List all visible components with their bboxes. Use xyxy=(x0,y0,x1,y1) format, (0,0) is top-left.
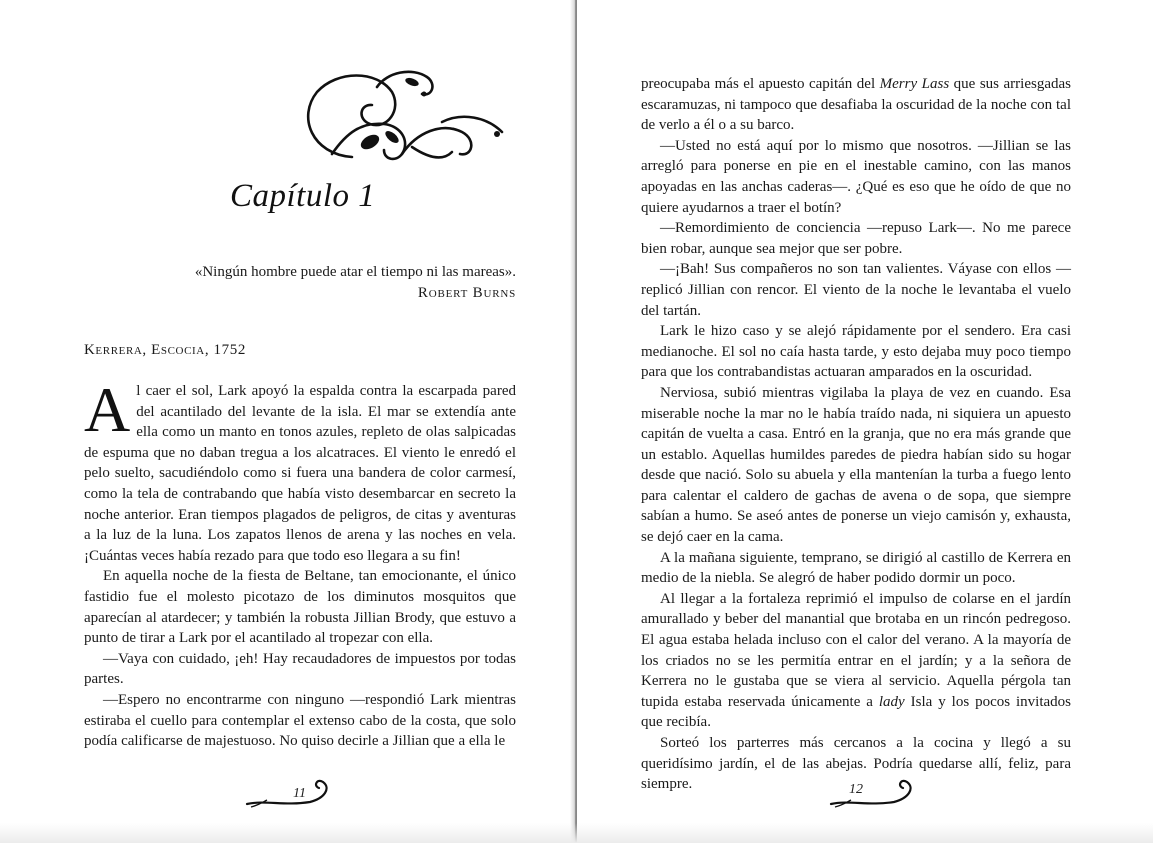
page-number-text: 12 xyxy=(849,782,863,797)
paragraph-text: l caer el sol, Lark apoyó la espalda contra la escarpada pared del acantilado del levante de la isla. El mar se extendía ante ella como un manto en tonos azules, repleto de olas salpicadas de espuma que no daban tregua a los alcatraces. El viento le enredó el pelo suelto, sacudiéndolo como si fuera una bandera de color carmesí, como la tela de contrabando que había visto desembarcar en secreto la noche anterior. Eran tiempos plagados de peligros, de citas y aventuras a la luz de la luna. Los zapatos llenos de arena y las noches en vela. ¡Cuántas veces había rezado para que todo eso llegara a su fin! xyxy=(84,383,516,564)
paragraph: Nerviosa, subió mientras vigilaba la playa de vez en cuando. Esa miserable noche la mar no le había traído nada, ni siquiera un apuesto capitán de vuelta a casa. Entró en la granja, que no era más grande que un establo. Aquellas humildes paredes de piedra habían sido su hogar desde que nació. Solo su abuela y ella mantenían la turba a fuego lento para calentar el caldero de gachas de avena o de sopa, que siempre sabían a humo. Se aseó antes de ponerse un viejo camisón y, exhausta, se dejó caer en la cama. xyxy=(641,384,1071,546)
paragraph: Lark le hizo caso y se alejó rápidamente por el sendero. Era casi medianoche. El sol no caía hasta tarde, y esto dejaba muy poco tiempo para que los contrabandistas actuaran amparados en la oscuridad. xyxy=(641,323,1071,381)
right-page xyxy=(577,0,1153,843)
bottom-shadow xyxy=(0,823,1153,843)
title-emphasis: lady xyxy=(878,693,905,710)
paragraph-text: que sus arriesgadas escaramuzas, ni tampoco que desafiaba la oscuridad de la noche con tal de verlo a él o a su barco. xyxy=(641,76,1071,134)
chapter-ornament-icon xyxy=(292,62,512,177)
paragraph: Sorteó los parterres más cercanos a la cocina y llegó a su queridísimo jardín, el de las abejas. Podría quedarse allí, feliz, para siempre. xyxy=(641,735,1071,793)
folio-flourish-icon xyxy=(245,778,335,810)
paragraph-text: Isla y los pocos invitados que recibía. xyxy=(641,693,1071,731)
folio-flourish-icon xyxy=(829,778,919,810)
page-number-text: 11 xyxy=(293,786,306,801)
paragraph xyxy=(641,74,1071,136)
epigraph-quote: «Ningún hombre puede atar el tiempo ni las mareas». xyxy=(194,264,516,280)
epigraph xyxy=(96,262,516,303)
paragraph: A la mañana siguiente, temprano, se dirigió al castillo de Kerrera en medio de la niebla. Se alegró de haber podido dormir un poco. xyxy=(641,549,1071,587)
chapter-title: Capítulo 1 xyxy=(230,178,376,214)
paragraph-text: Al llegar a la fortaleza reprimió el impulso de colarse en el jardín amurallado y beber del manantial que brotaba en un rincón pedregoso. El agua estaba helada incluso con el calor del verano. A la mayoría de los criados no se les permitía entrar en el jardín; y a la señora de Kerrera no le gustaba que se viera al servicio. Aquella pérgola tan tupida estaba reservada únicamente a xyxy=(641,590,1071,710)
paragraph-text: preocupaba más el apuesto capitán del xyxy=(641,76,880,92)
paragraph: —Vaya con cuidado, ¡eh! Hay recaudadores de impuestos por todas partes. xyxy=(84,650,516,688)
location-heading: Kerrera, Escocia, 1752 xyxy=(84,342,246,358)
paragraph: En aquella noche de la fiesta de Beltane, tan emocionante, el único fastidio fue el molesto picotazo de los diminutos mosquitos que aparecían al atardecer; y también la robusta Jillian Brody, que estuvo a punto de tirar a Lark por el acantilado al tropezar con ella. xyxy=(84,568,516,647)
drop-cap: A xyxy=(84,374,131,445)
paragraph: —Usted no está aquí por lo mismo que nosotros. —Jillian se las arregló para ponerse en pie en el inestable camino, con las manos apoyadas en las anchas caderas—. ¿Qué es eso que he oído de que no quiere ayudarnos a traer el botín? xyxy=(641,137,1071,216)
paragraph: —Remordimiento de conciencia —repuso Lark—. No me parece bien robar, aunque sea mejor que ser pobre. xyxy=(641,220,1071,257)
paragraph xyxy=(84,374,516,566)
epigraph-author: Robert Burns xyxy=(417,284,516,301)
left-body-text xyxy=(84,374,516,752)
left-page xyxy=(0,0,574,843)
paragraph: —¡Bah! Sus compañeros no son tan valientes. Váyase con ellos —replicó Jillian con rencor. El viento de la noche le levantaba el vuelo del tartán. xyxy=(641,261,1071,319)
right-body-text xyxy=(641,74,1071,795)
paragraph xyxy=(641,589,1071,733)
ship-name: Merry Lass xyxy=(879,76,950,92)
paragraph: —Espero no encontrarme con ninguno —respondió Lark mientras estiraba el cuello para contemplar el extenso cabo de la costa, que solo podía calificarse de majestuoso. No quiso decirle a Jillian que a ella le xyxy=(84,691,516,750)
